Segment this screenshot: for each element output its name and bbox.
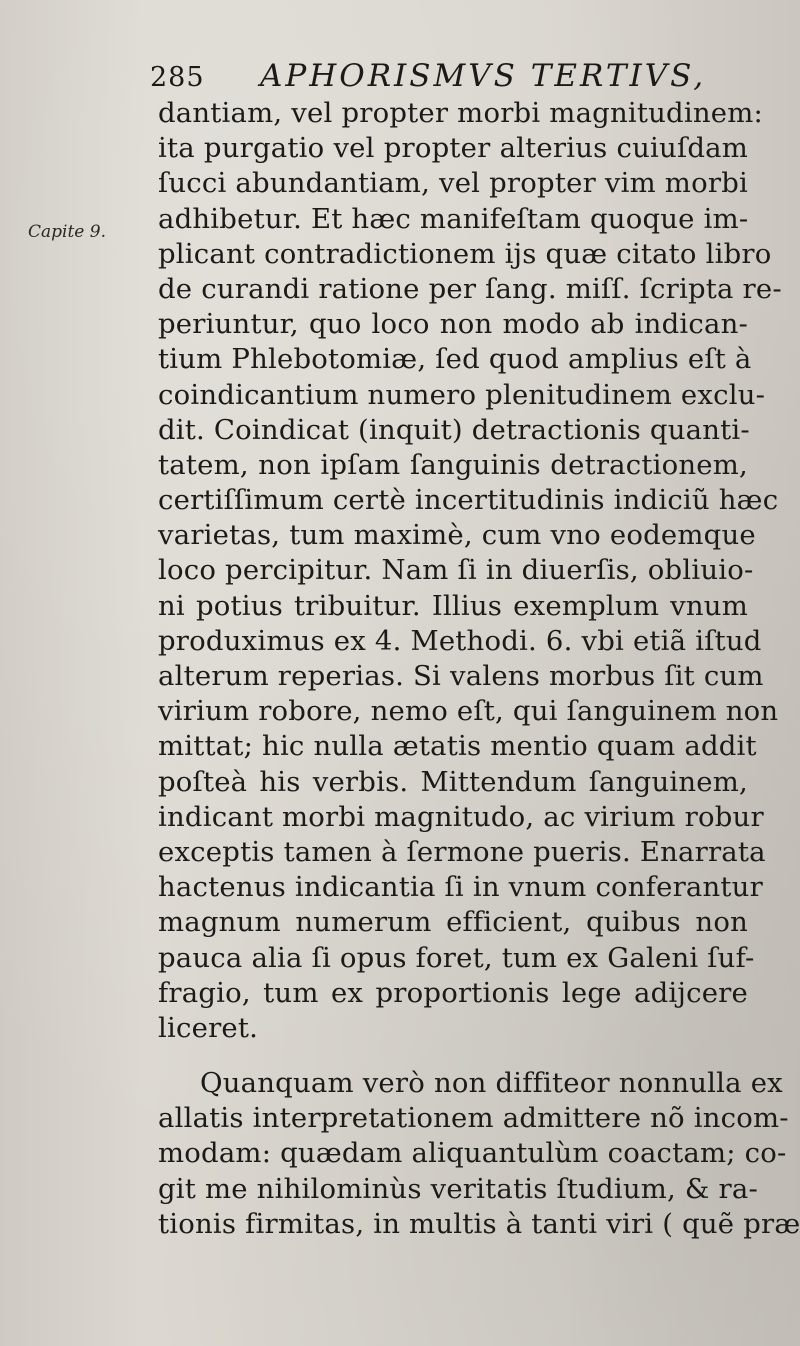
text-line: tionis firmitas, in multis à tanti viri ( quẽ præ bbox=[158, 1207, 800, 1240]
text-line: coindicantium numero plenitudinem exclu- bbox=[158, 378, 766, 411]
running-head: APHORISMVS TERTIVS, bbox=[260, 58, 707, 94]
text-line: exceptis tamen à ſermone pueris. Enarrata bbox=[158, 835, 766, 868]
text-line: git me nihilominùs veritatis ſtudium, & ra- bbox=[158, 1172, 758, 1205]
text-line: plicant contradictionem ijs quæ citato libro bbox=[158, 237, 772, 270]
text-line: allatis interpretationem admittere nõ incom- bbox=[158, 1102, 789, 1135]
text-line: ita purgatio vel propter alterius cuiuſdam bbox=[158, 132, 748, 165]
text-line: hactenus indicantia ſi in vnum conferantur bbox=[158, 871, 763, 904]
text-line: dantiam, vel propter morbi magnitudinem: bbox=[158, 97, 763, 129]
paragraph-gap bbox=[158, 1046, 748, 1066]
text-line: loco percipitur. Nam ſi in diuerſis, obliuio- bbox=[158, 554, 754, 587]
body-text bbox=[158, 96, 800, 1242]
text-line: magnum numerum efficient, quibus non bbox=[158, 906, 748, 939]
text-line: pauca alia ſi opus foret, tum ex Galeni ſuf- bbox=[158, 941, 755, 974]
page-number: 285 bbox=[150, 62, 205, 93]
text-line: dit. Coindicat (inquit) detractionis quanti- bbox=[158, 413, 750, 446]
text-line: de curandi ratione per ſang. miſſ. ſcripta re- bbox=[158, 272, 782, 305]
text-line: varietas, tum maximè, cum vno eodemque bbox=[158, 519, 756, 552]
margin-note: Capite 9. bbox=[28, 222, 106, 242]
text-line: modam: quædam aliquantulùm coactam; co- bbox=[158, 1137, 787, 1170]
text-line: Quanquam verò non diffiteor nonnulla ex bbox=[200, 1067, 783, 1100]
text-line: adhibetur. Et hæc manifeſtam quoque im- bbox=[158, 202, 749, 235]
text-line: virium robore, nemo eſt, qui ſanguinem non bbox=[158, 695, 779, 728]
text-line: liceret. bbox=[158, 1011, 259, 1044]
text-line: produximus ex 4. Methodi. 6. vbi etiã iſtud bbox=[158, 624, 762, 657]
text-line: poſteà his verbis. Mittendum ſanguinem, bbox=[158, 765, 748, 798]
text-line: ni potius tribuitur. Illius exemplum vnum bbox=[158, 589, 748, 622]
text-line: tium Phlebotomiæ, ſed quod amplius eſt à bbox=[158, 343, 752, 376]
text-line: periuntur, quo loco non modo ab indican- bbox=[158, 308, 748, 341]
paragraph-1 bbox=[158, 96, 782, 1046]
text-line: tatem, non ipſam ſanguinis detractionem, bbox=[158, 448, 748, 481]
text-line: ſucci abundantiam, vel propter vim morbi bbox=[158, 167, 748, 200]
text-line: certiſſimum certè incertitudinis indiciũ hæc bbox=[158, 484, 779, 517]
text-line: indicant morbi magnitudo, ac virium robur bbox=[158, 800, 764, 833]
text-line: mittat; hic nulla ætatis mentio quam addit bbox=[158, 730, 757, 763]
page-header bbox=[150, 52, 750, 98]
text-line: alterum reperias. Si valens morbus ſit cum bbox=[158, 660, 764, 692]
paragraph-2 bbox=[158, 1066, 800, 1242]
text-line: fragio, tum ex proportionis lege adijcere bbox=[158, 976, 748, 1009]
